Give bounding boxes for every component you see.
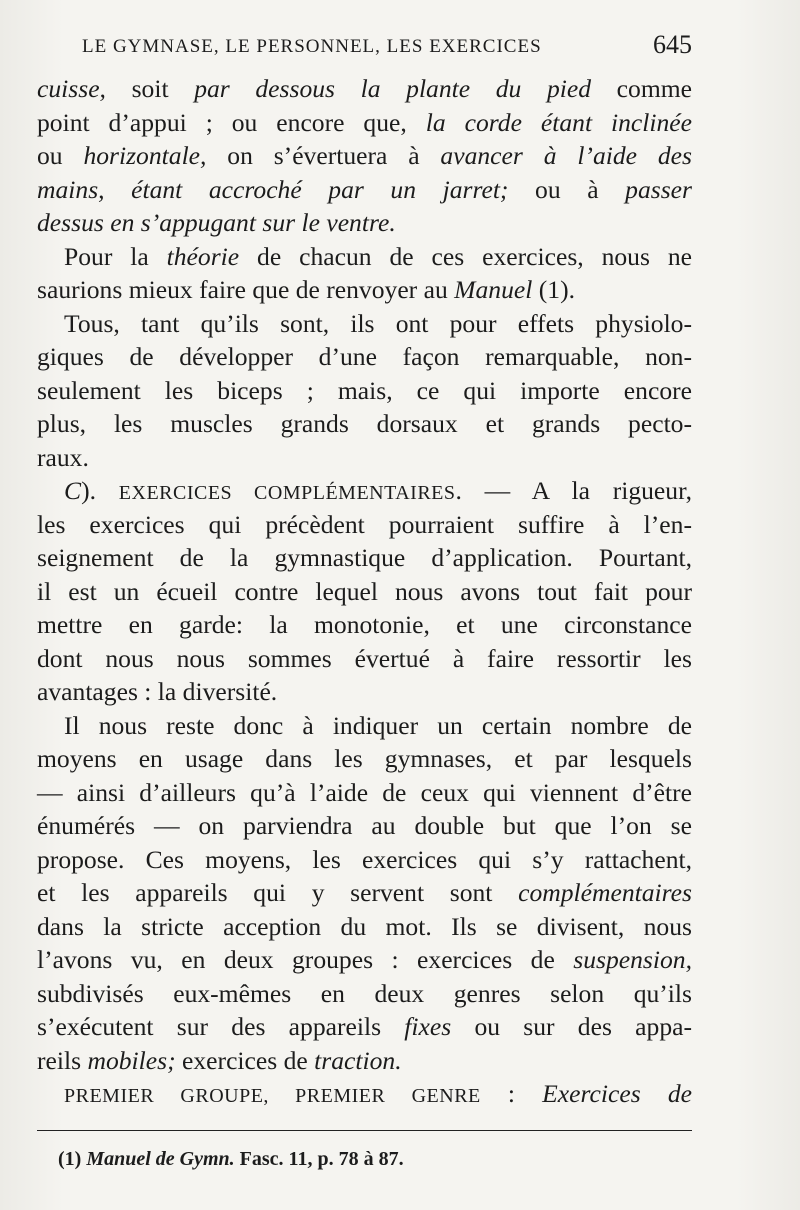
- text-line: [37, 575, 692, 609]
- text-span: — ainsi d’ailleurs qu’à l’aide de ceux qui viennent d’être: [37, 777, 692, 807]
- text-span: Il nous reste donc à indiquer un certain nombre de: [64, 710, 692, 740]
- footnote: [58, 1148, 404, 1171]
- page-number: 645: [653, 30, 692, 59]
- italic-span: dessus en s’appugant sur le ventre.: [37, 208, 396, 237]
- italic-span: mains, étant accroché par un jarret;: [37, 174, 509, 204]
- footnote-rule: [37, 1130, 692, 1131]
- text-line: [37, 843, 692, 877]
- italic-span: horizontale,: [83, 141, 207, 170]
- italic-span: suspension,: [573, 945, 692, 974]
- text-span: subdivisés eux-mêmes en deux genres selon qu’ils: [37, 978, 692, 1008]
- text-span: (1).: [532, 275, 575, 304]
- text-span: reils: [37, 1045, 88, 1075]
- text-span: et les appareils qui y servent sont: [37, 878, 519, 907]
- text-line: [37, 374, 692, 408]
- footnote-text: Fasc. 11, p. 78 à 87.: [239, 1148, 404, 1170]
- text-span: point d’appui ; ou encore que,: [37, 107, 426, 137]
- text-span: l’avons vu, en deux groupes : exercices de: [37, 945, 574, 974]
- text-span: ou sur des appa-: [451, 1012, 693, 1041]
- text-span: énumérés — on parviendra au double but que l’on se: [37, 811, 692, 840]
- text-line: [37, 407, 692, 441]
- text-span: dont nous nous sommes évertué à faire ressortir les: [37, 643, 692, 673]
- text-line: [37, 72, 692, 106]
- text-span: ou: [37, 141, 84, 170]
- italic-span: traction.: [314, 1045, 402, 1075]
- text-line: [37, 541, 692, 575]
- text-span: mettre en garde: la monotonie, et une circonstance: [37, 610, 692, 639]
- text-line: [37, 106, 692, 140]
- text-span: exercices de: [175, 1045, 315, 1075]
- text-line: [37, 1077, 692, 1111]
- text-line: [37, 508, 692, 542]
- text-line: [37, 474, 692, 508]
- text-span: il est un écueil contre lequel nous avons tout fait pour: [37, 576, 692, 606]
- italic-span: passer: [625, 174, 692, 204]
- text-span: dans la stricte acception du mot. Ils se divisent, nous: [37, 911, 692, 941]
- text-span: plus, les muscles grands dorsaux et grands pecto-: [37, 409, 692, 438]
- text-line: [37, 240, 692, 274]
- italic-span: la corde étant inclinée: [425, 107, 693, 137]
- italic-span: théorie: [166, 241, 240, 271]
- text-line: [37, 273, 692, 307]
- text-span: avantages : la diversité.: [37, 677, 278, 706]
- text-span: Tous, tant qu’ils sont, ils ont pour effets physiolo-: [64, 308, 692, 338]
- text-span: Pour la: [64, 241, 167, 271]
- text-line: [37, 340, 692, 374]
- italic-span: avancer à l’aide des: [440, 141, 692, 170]
- text-line: [37, 943, 692, 977]
- italic-span: fixes: [404, 1012, 452, 1041]
- italic-span: mobiles;: [87, 1045, 176, 1075]
- text-span: on s’évertuera à: [206, 141, 441, 170]
- footnote-marker: (1): [58, 1148, 82, 1170]
- text-line: [37, 608, 692, 642]
- text-line: [37, 1010, 692, 1044]
- text-span: s’exécutent sur des appareils: [37, 1012, 405, 1041]
- text-span: :: [480, 1079, 543, 1108]
- text-span: ou à: [508, 174, 626, 204]
- italic-span: Exercices de: [542, 1079, 692, 1108]
- text-span: saurions mieux faire que de renvoyer au: [37, 275, 455, 304]
- body-text: [37, 72, 692, 1111]
- text-span: de chacun de ces exercices, nous ne: [239, 241, 692, 271]
- text-span: les exercices qui précèdent pourraient suffire à l’en-: [37, 509, 692, 539]
- text-span: seulement les biceps ; mais, ce qui importe encore: [37, 375, 692, 405]
- running-header: [82, 30, 692, 62]
- running-title: LE GYMNASE, LE PERSONNEL, LES EXERCICES: [82, 36, 542, 57]
- text-span: . — A la rigueur,: [455, 476, 692, 505]
- italic-span: Manuel: [454, 275, 533, 304]
- text-line: [37, 307, 692, 341]
- text-span: ).: [81, 476, 119, 505]
- text-line: [37, 709, 692, 743]
- text-line: [37, 910, 692, 944]
- text-line: [37, 139, 692, 173]
- text-span: raux.: [37, 442, 89, 472]
- text-span: giques de développer d’une façon remarquable, non-: [37, 342, 692, 371]
- text-line: [37, 441, 692, 475]
- text-line: [37, 776, 692, 810]
- text-line: [37, 173, 692, 207]
- text-line: [37, 1044, 692, 1078]
- small-caps-span: PREMIER GROUPE, PREMIER GENRE: [64, 1085, 481, 1107]
- text-line: [37, 977, 692, 1011]
- text-span: propose. Ces moyens, les exercices qui s’y rattachent,: [37, 844, 692, 874]
- text-span: soit: [105, 74, 195, 103]
- text-line: [37, 742, 692, 776]
- footnote-title: Manuel de Gymn.: [86, 1148, 235, 1170]
- small-caps-span: EXERCICES COMPLÉMENTAIRES: [118, 482, 456, 504]
- italic-span: cuisse,: [37, 74, 106, 103]
- text-line: [37, 642, 692, 676]
- text-span: moyens en usage dans les gymnases, et par lesquels: [37, 744, 692, 773]
- text-line: [37, 809, 692, 843]
- italic-span: C: [64, 476, 82, 505]
- text-line: [37, 675, 692, 709]
- italic-span: par dessous la plante du pied: [194, 74, 592, 103]
- text-span: seignement de la gymnastique d’application. Pourtant,: [37, 543, 692, 572]
- italic-span: complémentaires: [518, 878, 692, 907]
- text-line: [37, 876, 692, 910]
- text-line: [37, 206, 692, 240]
- text-span: comme: [591, 74, 693, 103]
